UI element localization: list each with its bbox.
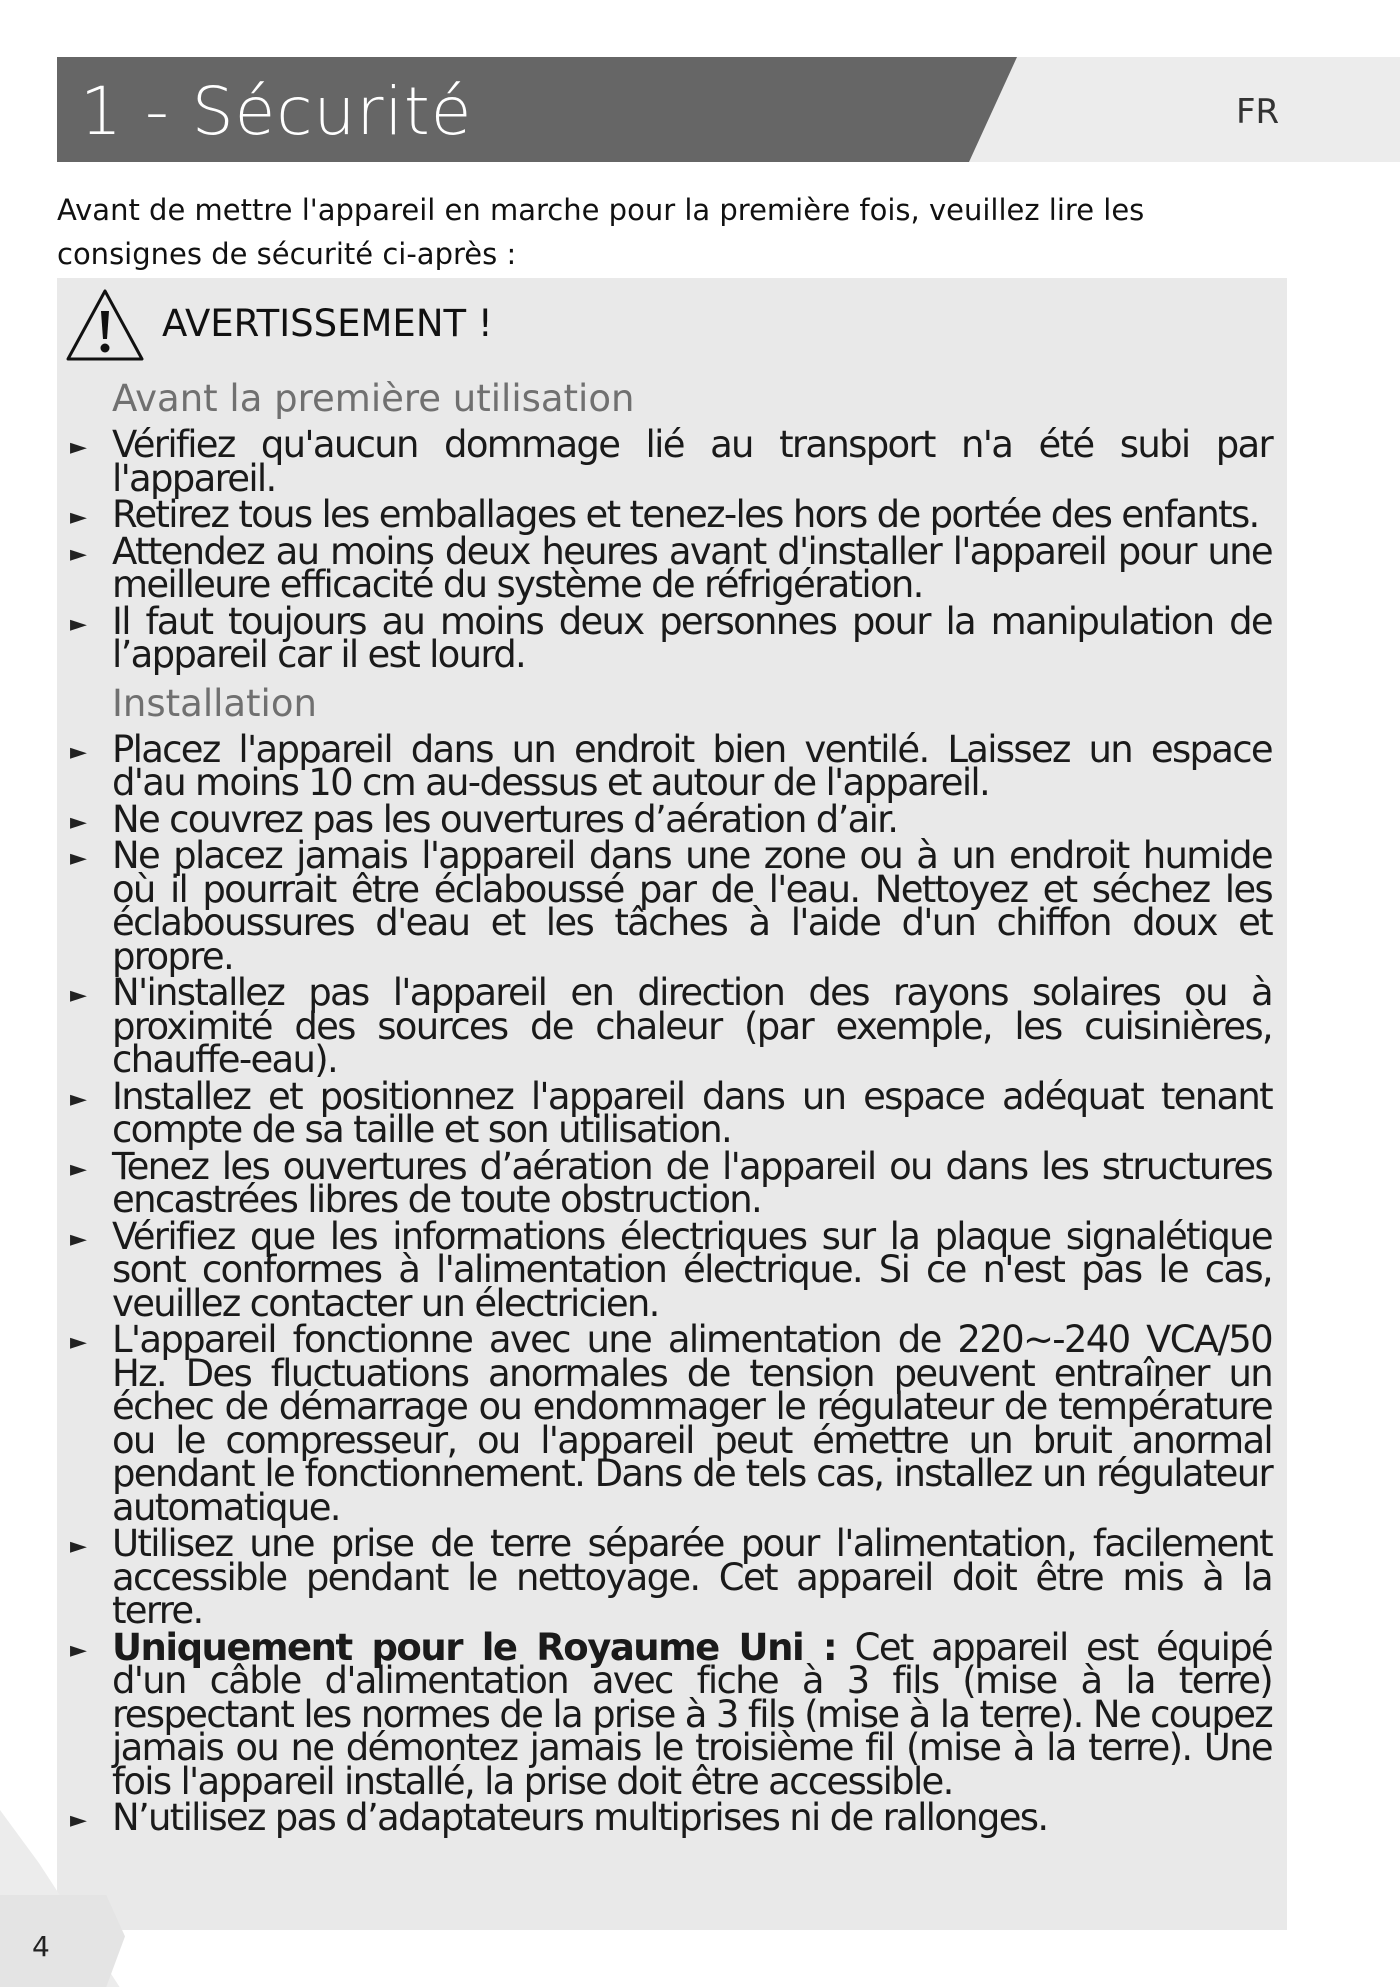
bullet-bold-lead: Uniquement pour le Royaume Uni : (112, 1625, 837, 1669)
safety-bullet-item (0, 1214, 1272, 1325)
safety-bullet-item (0, 493, 1272, 536)
warning-triangle-icon (64, 287, 146, 363)
safety-bullet-item (0, 1625, 1273, 1803)
bullet-text: L'appareil fonctionne avec une alimentation de 220~-240 VCA/50 Hz. Des fluctuations anormales de tension peuvent entraîner un échec de démarrage ou endommager le régulateur de température ou le compresseur, ou l'appareil peut émettre un bruit anormal pendant le fonctionnement. Dans de tels cas, installez un régulateur automatique. (112, 1318, 1272, 1529)
bullet-text: N'installez pas l'appareil en direction des rayons solaires ou à proximité des sources de chaleur (par exemple, les cuisinières, chauffe-eau). (112, 971, 1272, 1081)
bullet-text: Attendez au moins deux heures avant d'installer l'appareil pour une meilleure efficacité du système de réfrigération. (112, 529, 1272, 606)
bullet-arrow-icon: ► (70, 1156, 87, 1182)
safety-bullet-item (0, 797, 1272, 841)
section-title: Installation (112, 681, 317, 725)
bullet-arrow-icon: ► (70, 1330, 87, 1355)
page-number-tab (0, 1895, 125, 1987)
bullet-arrow-icon: ► (70, 1226, 87, 1252)
bullet-text: Vérifiez que les informations électriques sur la plaque signalétique sont conformes à l'alimentation électrique. Si ce n'est pas le cas, veuillez contacter un électricien. (112, 1214, 1272, 1325)
bullet-text: Vérifiez qu'aucun dommage lié au transport n'a été subi par l'appareil. (112, 423, 1272, 500)
bullet-arrow-icon: ► (70, 1637, 87, 1663)
bullet-text: Tenez les ouvertures d’aération de l'appareil ou dans les structures encastrées libres de toute obstruction. (112, 1144, 1272, 1221)
bullet-arrow-icon: ► (70, 1534, 87, 1559)
safety-bullet-item (0, 1074, 1272, 1151)
bullet-arrow-icon: ► (70, 809, 87, 835)
safety-bullet-item (0, 1318, 1272, 1529)
bullet-arrow-icon: ► (70, 435, 87, 460)
safety-content (0, 370, 1400, 1838)
bullet-arrow-icon: ► (70, 505, 87, 530)
bullet-text: Utilisez une prise de terre séparée pour l'alimentation, facilement accessible pendant le nettoyage. Cet appareil doit être mis à la terre. (112, 1522, 1272, 1632)
safety-bullet-item (0, 834, 1272, 978)
safety-bullet-item (0, 1144, 1272, 1221)
bullet-arrow-icon: ► (70, 1086, 87, 1112)
bullet-text: N’utilisez pas d’adaptateurs multiprises ni de rallonges. (112, 1796, 1048, 1839)
warning-title: AVERTISSEMENT ! (162, 302, 493, 345)
bullet-text: Ne couvrez pas les ouvertures d’aération d’air. (112, 797, 898, 841)
intro-paragraph: Avant de mettre l'appareil en marche pour la première fois, veuillez lire les consignes de sécurité ci-après : (57, 193, 1145, 271)
bullet-arrow-icon: ► (70, 541, 87, 567)
bullet-text: Ne placez jamais l'appareil dans une zone ou à un endroit humide où il pourrait être éclaboussé par de l'eau. Nettoyez et séchez les éclaboussures d'eau et les tâches à l'aide d'un chiffon doux et propre. (112, 834, 1272, 978)
safety-bullet-item (0, 1796, 1272, 1839)
safety-bullet-item (0, 971, 1272, 1081)
bullet-arrow-icon: ► (70, 846, 87, 871)
bullet-arrow-icon: ► (70, 1808, 87, 1833)
bullet-text: Retirez tous les emballages et tenez-les hors de portée des enfants. (112, 493, 1259, 536)
bullet-text: Cet appareil est équipé d'un câble d'alimentation avec fiche à 3 fils (mise à la terre) respectant les normes de la prise à 3 fils (mise à la terre). Ne coupez jamais ou ne démontez jamais le troisième fil (mise à la terre). Une fois l'appareil installé, la prise doit être accessible. (112, 1625, 1273, 1803)
safety-bullet-item (0, 423, 1272, 500)
bullet-arrow-icon: ► (70, 611, 87, 637)
safety-bullet-item (0, 599, 1272, 676)
header-tab-shape (955, 57, 1400, 162)
safety-bullet-item (0, 1522, 1272, 1632)
bullet-text: Placez l'appareil dans un endroit bien ventilé. Laissez un espace d'au moins 10 cm au-dessus et autour de l'appareil. (112, 727, 1272, 804)
bullet-text: Installez et positionnez l'appareil dans un espace adéquat tenant compte de sa taille et son utilisation. (112, 1074, 1272, 1151)
bullet-arrow-icon: ► (70, 739, 87, 765)
section-title: Avant la première utilisation (112, 377, 635, 420)
bullet-text: Il faut toujours au moins deux personnes pour la manipulation de l’appareil car il est lourd. (112, 599, 1272, 676)
safety-bullet-item (0, 727, 1272, 804)
page-title: 1 - Sécurité (80, 73, 473, 150)
bullet-arrow-icon: ► (70, 983, 87, 1008)
language-label: FR (1236, 92, 1280, 132)
safety-bullet-item (0, 529, 1272, 606)
page-number: 4 (32, 1930, 50, 1963)
